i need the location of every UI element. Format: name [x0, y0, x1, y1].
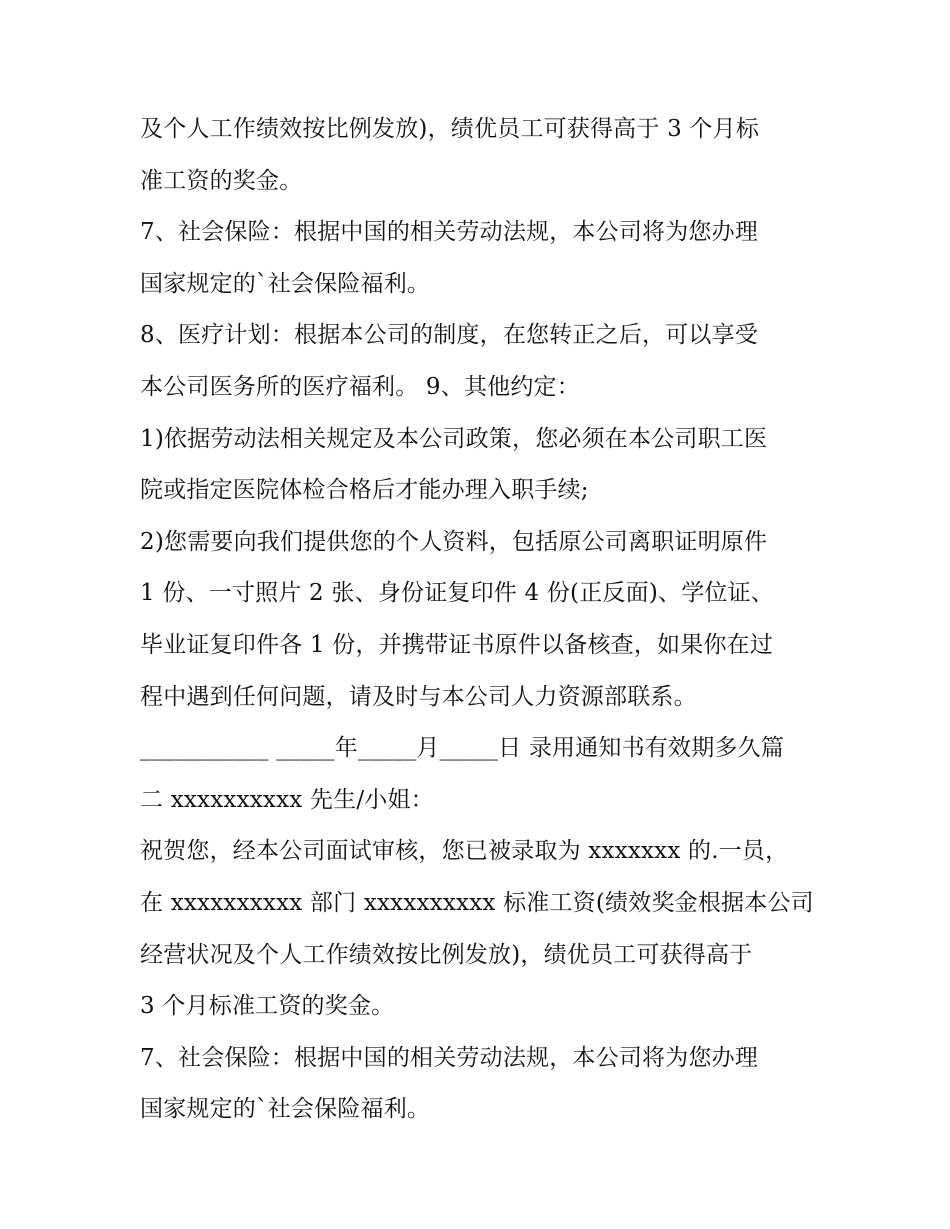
text-line: 1 份、一寸照片 2 张、身份证复印件 4 份(正反面)、学位证、	[140, 580, 775, 607]
document-body	[140, 104, 820, 1136]
text-line: 8、医疗计划：根据本公司的制度，在您转正之后，可以享受	[140, 322, 759, 349]
text-line: 毕业证复印件各 1 份，并携带证书原件以备核查，如果你在过	[140, 631, 774, 658]
text-line: 经营状况及个人工作绩效按比例发放)，绩优员工可获得高于	[140, 941, 753, 968]
text-line: ___________ _____年_____月_____日 录用通知书有效期多久篇	[140, 735, 785, 762]
text-line: 本公司医务所的医疗福利。 9、其他约定：	[140, 373, 580, 400]
text-line: 程中遇到任何问题，请及时与本公司人力资源部联系。	[140, 683, 697, 710]
text-line: 2)您需要向我们提供您的个人资料，包括原公司离职证明原件	[140, 528, 768, 555]
text-line: 国家规定的`社会保险福利。	[140, 270, 431, 297]
text-line: 7、社会保险：根据中国的相关劳动法规，本公司将为您办理	[140, 219, 759, 246]
text-line: 祝贺您，经本公司面试审核，您已被录取为 xxxxxxx 的.一员，	[140, 838, 789, 865]
text-line: 准工资的奖金。	[140, 167, 303, 194]
text-line: 及个人工作绩效按比例发放)，绩优员工可获得高于 3 个月标	[140, 116, 760, 142]
text-line: 院或指定医院体检合格后才能办理入职手续;	[140, 477, 589, 504]
text-line: 国家规定的`社会保险福利。	[140, 1096, 431, 1123]
text-line: 二 xxxxxxxxxx 先生/小姐：	[140, 786, 434, 813]
text-line: 1)依据劳动法相关规定及本公司政策，您必须在本公司职工医	[140, 425, 768, 452]
text-line: 在 xxxxxxxxxx 部门 xxxxxxxxxx 标准工资(绩效奖金根据本公司	[140, 889, 814, 916]
text-line: 7、社会保险：根据中国的相关劳动法规，本公司将为您办理	[140, 1044, 759, 1071]
text-line: 3 个月标准工资的奖金。	[140, 993, 395, 1020]
